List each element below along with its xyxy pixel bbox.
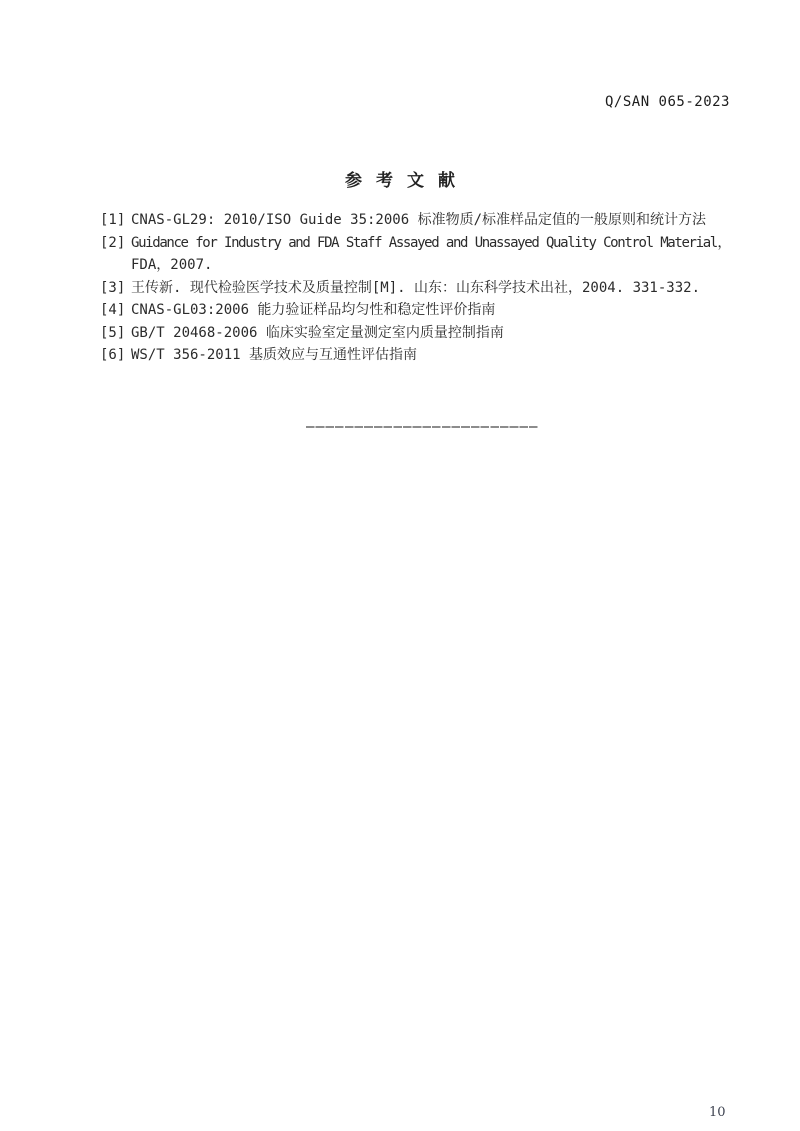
reference-number: [6]: [100, 347, 126, 363]
reference-text: [131, 209, 730, 232]
reference-text: [131, 322, 730, 345]
reference-number: [2]: [100, 234, 126, 251]
reference-number: [5]: [100, 324, 126, 341]
reference-number: [4]: [100, 302, 126, 318]
page-number: 10: [709, 1105, 726, 1120]
page-title: 参考文献: [345, 171, 469, 191]
footnote-separator-line: [306, 426, 539, 428]
reference-line: CNAS-GL03:2006 能力验证样品均匀性和稳定性评价指南: [131, 302, 496, 318]
reference-item-1: [100, 209, 730, 232]
reference-item-5: [100, 322, 730, 345]
reference-line: CNAS-GL29: 2010/ISO Guide 35:2006 标准物质/标准样品定值的一般原则和统计方法: [131, 212, 707, 228]
reference-line: FDA，2007.: [131, 257, 213, 273]
reference-text: [131, 344, 730, 367]
reference-text: [131, 232, 730, 277]
reference-item-6: [100, 344, 730, 367]
reference-text: [131, 277, 730, 300]
reference-item-2: [100, 232, 730, 277]
reference-text: [131, 299, 730, 322]
references-list: [100, 209, 730, 367]
reference-line: Guidance for Industry and FDA Staff Assayed and Unassayed Quality Control Material，: [131, 234, 730, 251]
document-number: Q/SAN 065-2023: [604, 94, 730, 110]
reference-number: [3]: [100, 279, 126, 296]
reference-item-3: [100, 277, 730, 300]
reference-item-4: [100, 299, 730, 322]
reference-line: GB/T 20468-2006 临床实验室定量测定室内质量控制指南: [131, 324, 504, 341]
reference-number: [1]: [100, 212, 126, 228]
reference-line: 王传新. 现代检验医学技术及质量控制[M]. 山东：山东科学技术出社，2004. 331-332.: [131, 279, 701, 296]
reference-line: WS/T 356-2011 基质效应与互通性评估指南: [131, 347, 418, 363]
